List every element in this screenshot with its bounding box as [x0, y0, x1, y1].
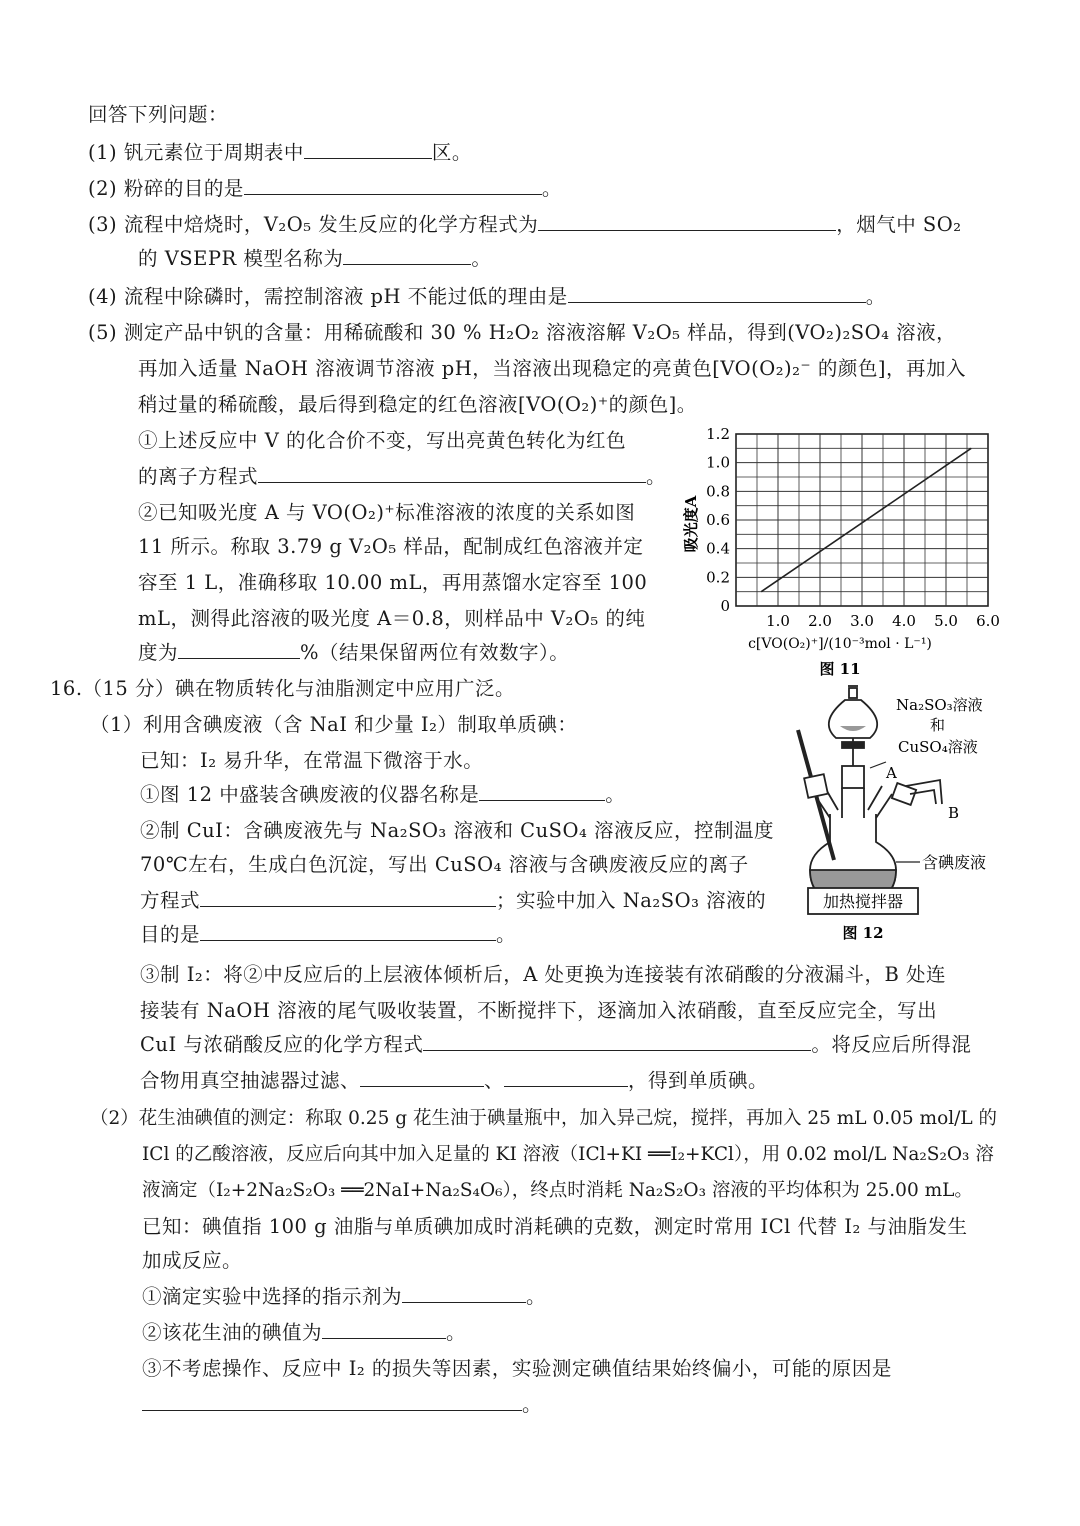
q16-part2-line1: （2）花生油碘值的测定：称取 0.25 g 花生油于碘量瓶中，加入异己烷，搅拌，再加入 25 mL 0.05 mol/L 的	[90, 1108, 998, 1129]
q16-sub2-line1: ②制 CuI：含碘废液先与 Na₂SO₃ 溶液和 CuSO₄ 溶液反应，控制温度	[140, 819, 774, 842]
chart-xtick-label: 3.0	[850, 612, 874, 630]
chart-ylabel: 吸光度A	[682, 495, 700, 553]
stopper-a	[842, 766, 864, 788]
q16-part1: （1）利用含碘废液（含 NaI 和少量 I₂）制取单质碘：	[90, 713, 578, 736]
funnel-label: Na₂SO₃溶液	[896, 696, 983, 714]
answer-blank[interactable]	[538, 212, 836, 231]
q5-sub2-line1: ②已知吸光度 A 与 VO(O₂)⁺标准溶液的浓度的关系如图	[138, 501, 636, 524]
q16-sub3-line3: CuI 与浓硝酸反应的化学方程式 。将反应后所得混	[140, 1033, 972, 1056]
q16-t1: ①滴定实验中选择的指示剂为 。	[142, 1285, 547, 1308]
answer-blank[interactable]	[504, 1068, 628, 1087]
answer-blank[interactable]	[142, 1392, 522, 1411]
heater-label: 加热搅拌器	[822, 892, 904, 911]
figure-11-chart	[676, 420, 1006, 682]
q16-t2: ②该花生油的碘值为 。	[142, 1321, 467, 1344]
intro-text: 回答下列问题：	[88, 103, 229, 126]
question-5-line1: (5) 测定产品中钒的含量：用稀硫酸和 30 % H₂O₂ 溶液溶解 V₂O₅ 样品，得到(VO₂)₂SO₄ 溶液，	[88, 321, 957, 344]
q5-sub2-line3: 容至 1 L，准确移取 10.00 mL，再用蒸馏水定容至 100	[138, 571, 648, 594]
q16-part2-line2: ICl 的乙酸溶液，反应后向其中加入足量的 KI 溶液（ICl+KI ══I₂+KCl），用 0.02 mol/L Na₂S₂O₃ 溶	[142, 1144, 994, 1165]
separatory-funnel	[829, 686, 877, 774]
chart-xtick-label: 5.0	[934, 612, 958, 630]
answer-blank[interactable]	[178, 640, 300, 659]
q16-known2-line2: 加成反应。	[142, 1249, 243, 1272]
answer-blank[interactable]	[200, 888, 496, 907]
q16-part2-line3: 液滴定（I₂+2Na₂S₂O₃ ══2NaI+Na₂S₄O₆），终点时消耗 Na₂S₂O₃ 溶液的平均体积为 25.00 mL。	[142, 1180, 973, 1201]
liquid-label: 含碘废液	[922, 853, 987, 872]
three-neck-flask	[810, 786, 896, 904]
answer-blank[interactable]	[258, 464, 646, 483]
question-3: (3) 流程中焙烧时，V₂O₅ 发生反应的化学方程式为 ，烟气中 SO₂	[88, 213, 962, 236]
question-4: (4) 流程中除磷时，需控制溶液 pH 不能过低的理由是 。	[88, 285, 886, 308]
question-2: (2) 粉碎的目的是 。	[88, 177, 562, 200]
chart-xtick-label: 4.0	[892, 612, 916, 630]
question-5-line2: 再加入适量 NaOH 溶液调节溶液 pH，当溶液出现稳定的亮黄色[VO(O₂)₂⁻ 的颜色]，再加入	[138, 357, 967, 380]
q16-sub3-line4: 合物用真空抽滤器过滤、 、 ，得到单质碘。	[140, 1069, 769, 1092]
answer-blank[interactable]	[322, 1320, 446, 1339]
chart-ytick-label: 0.2	[706, 568, 730, 587]
q5-sub1-line2: 的离子方程式 。	[138, 465, 667, 488]
figure-12-caption: 图 12	[842, 924, 884, 942]
answer-blank[interactable]	[343, 246, 471, 265]
and-label: 和	[930, 716, 946, 734]
label-a: A	[886, 764, 897, 782]
chart-ytick-label: 0.6	[706, 511, 730, 529]
q16-sub2-line4: 目的是 。	[140, 923, 517, 946]
answer-blank[interactable]	[200, 922, 496, 941]
chart-xtick-label: 1.0	[766, 612, 790, 630]
q16-t3: ③不考虑操作、反应中 I₂ 的损失等因素，实验测定碘值结果始终偏小，可能的原因是	[142, 1357, 892, 1380]
chart-xtick-label: 6.0	[976, 612, 1000, 630]
figure-12-apparatus	[790, 682, 1020, 944]
q5-sub1-line1: ①上述反应中 V 的化合价不变，写出亮黄色转化为红色	[138, 429, 626, 452]
q16-known2-line1: 已知：碘值指 100 g 油脂与单质碘加成时消耗碘的克数，测定时常用 ICl 代替 I₂ 与油脂发生	[142, 1215, 968, 1238]
answer-blank[interactable]	[244, 176, 542, 195]
chart-ytick-label: 0.4	[706, 539, 730, 558]
q5-sub2-line4: mL，测得此溶液的吸光度 A＝0.8，则样品中 V₂O₅ 的纯	[138, 607, 646, 630]
answer-blank[interactable]	[402, 1284, 526, 1303]
q16-sub1: ①图 12 中盛装含碘废液的仪器名称是 。	[140, 783, 626, 806]
label-b: B	[948, 804, 960, 822]
chart-ytick-label: 1.0	[706, 453, 730, 472]
answer-blank[interactable]	[360, 1068, 484, 1087]
q16-sub3-line1: ③制 I₂：将②中反应后的上层液体倾析后，A 处更换为连接装有浓硝酸的分液漏斗，B 处连	[140, 963, 947, 986]
chart-xlabel: c[VO(O₂)⁺]/(10⁻³mol · L⁻¹)	[748, 636, 932, 652]
answer-blank[interactable]	[304, 140, 432, 159]
question-1: (1) 钒元素位于周期表中 区。	[88, 141, 472, 164]
question-5-line3: 稍过量的稀硫酸，最后得到稳定的红色溶液[VO(O₂)⁺的颜色]。	[138, 393, 697, 416]
chart-ytick-label: 0.8	[706, 482, 730, 501]
chart-ytick-label: 1.2	[706, 425, 730, 443]
chart-ytick-label: 0	[720, 597, 730, 615]
q5-sub2-line5: 度为 %（结果保留两位有效数字）。	[138, 641, 570, 664]
cuso4-label: CuSO₄溶液	[898, 738, 978, 756]
answer-blank[interactable]	[423, 1032, 811, 1051]
answer-blank[interactable]	[479, 782, 605, 801]
q16-sub2-line3: 方程式 ；实验中加入 Na₂SO₃ 溶液的	[140, 889, 767, 912]
question-3-line2: 的 VSEPR 模型名称为 。	[138, 247, 492, 270]
q5-sub2-line2: 11 所示。称取 3.79 g V₂O₅ 样品，配制成红色溶液并定	[138, 535, 644, 558]
gas-outlet-tube	[892, 780, 942, 805]
q16-t3-answer: 。	[142, 1392, 542, 1418]
chart-xtick-label: 2.0	[808, 612, 832, 630]
q16-sub3-line2: 接装有 NaOH 溶液的尾气吸收装置，不断搅拌下，逐滴加入浓硝酸，直至反应完全，写出	[140, 999, 938, 1022]
q16-sub2-line2: 70℃左右，生成白色沉淀，写出 CuSO₄ 溶液与含碘废液反应的离子	[140, 853, 749, 876]
chart-title: 图 11	[819, 660, 861, 678]
answer-blank[interactable]	[568, 284, 866, 303]
q16-known1: 已知：I₂ 易升华，在常温下微溶于水。	[140, 749, 484, 772]
question-16-head: 16.（15 分）碘在物质转化与油脂测定中应用广泛。	[50, 677, 516, 700]
